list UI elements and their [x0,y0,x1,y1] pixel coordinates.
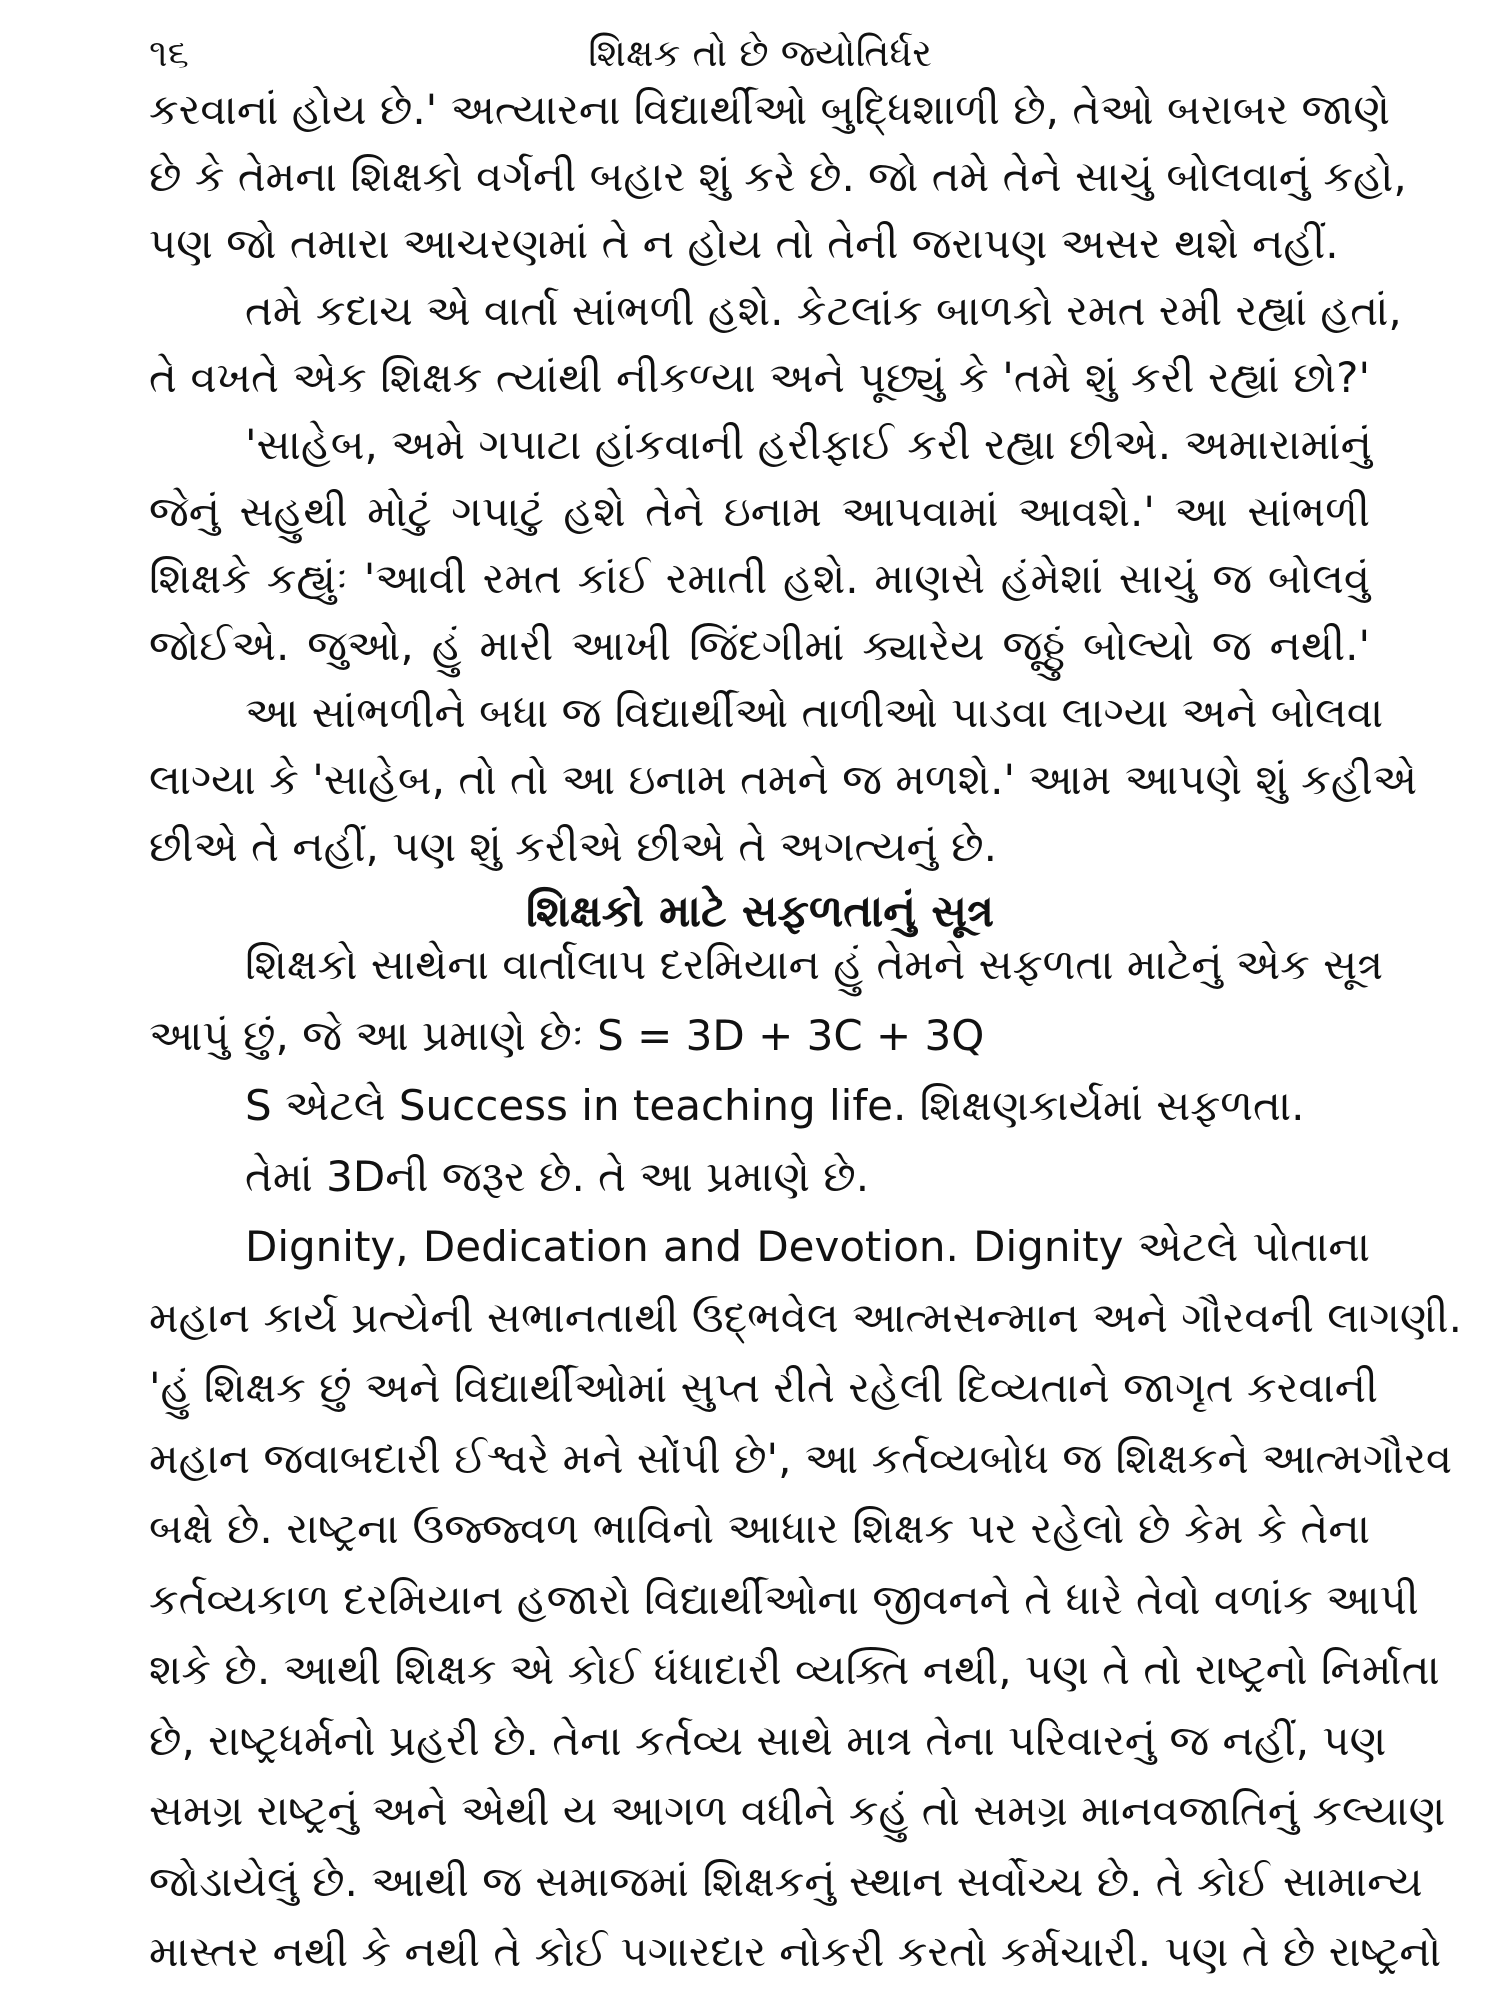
text-line: છીએ તે નહીં, પણ શું કરીએ છીએ તે અગત્યનું છે. [149,822,997,871]
text-line: સમગ્ર રાષ્ટ્રનું અને એથી ય આગળ વધીને કહું તો સમગ્ર માનવજાતિનું કલ્યાણ [149,1786,1446,1835]
text-line: તમે કદાચ એ વાર્તા સાંભળી હશે. કેટલાંક બાળકો રમત રમી રહ્યાં હતાં, [245,286,1402,335]
text-line: છે કે તેમના શિક્ષકો વર્ગની બહાર શું કરે છે. જો તમે તેને સાચું બોલવાનું કહો, [149,152,1407,201]
text-line: પણ જો તમારા આચરણમાં તે ન હોય તો તેની જરાપણ અસર થશે નહીં. [149,219,1339,268]
text-line: બક્ષે છે. રાષ્ટ્રના ઉજ્જ્વળ ભાવિનો આધાર શિક્ષક પર રહેલો છે કેમ કે તેના [149,1504,1370,1553]
page-number: ૧૬ [149,31,189,75]
text-line: શકે છે. આથી શિક્ષક એ કોઈ ધંધાદારી વ્યક્તિ નથી, પણ તે તો રાષ્ટ્રનો નિર્માતા [149,1645,1440,1694]
text-line: આ સાંભળીને બધા જ વિદ્યાર્થીઓ તાળીઓ પાડવા લાગ્યા અને બોલવા [245,688,1384,737]
text-line: આપું છું, જે આ પ્રમાણે છેઃ S = 3D + 3C + 3Q [149,1010,985,1060]
text-line: માસ્તર નથી કે નથી તે કોઈ પગારદાર નોકરી કરતો કર્મચારી. પણ તે છે રાષ્ટ્રનો [149,1927,1442,1976]
text-line: જોઈએ. જુઓ, હું મારી આખી જિંદગીમાં ક્યારેય જૂઠ્ઠું બોલ્યો જ નથી.' [149,621,1370,670]
text-line: 'હું શિક્ષક છું અને વિદ્યાર્થીઓમાં સુપ્ત રીતે રહેલી દિવ્યતાને જાગૃત કરવાની [149,1363,1379,1412]
text-line: 'સાહેબ, અમે ગપાટા હાંકવાની હરીફાઈ કરી રહ્યા છીએ. અમારામાંનું [245,420,1372,469]
text-line: S એટલે Success in teaching life. શિક્ષણકાર્યમાં સફળતા. [245,1081,1305,1130]
text-line: કરવાનાં હોય છે.' અત્યારના વિદ્યાર્થીઓ બુદ્ધિશાળી છે, તેઓ બરાબર જાણે [149,85,1391,134]
text-line: તે વખતે એક શિક્ષક ત્યાંથી નીકળ્યા અને પૂછ્યું કે 'તમે શું કરી રહ્યાં છો?' [149,353,1370,402]
running-title: શિક્ષક તો છે જ્યોતિર્ધર [588,31,932,75]
text-line: મહાન જવાબદારી ઈશ્વરે મને સોંપી છે', આ કર્તવ્યબોધ જ શિક્ષકને આત્મગૌરવ [149,1433,1453,1483]
section-heading: શિક્ષકો માટે સફળતાનું સૂત્ર [525,886,995,937]
text-line: શિક્ષકે કહ્યુંઃ 'આવી રમત કાંઈ રમાતી હશે. માણસે હંમેશાં સાચું જ બોલવું [149,554,1370,603]
text-line: શિક્ષકો સાથેના વાર્તાલાપ દરમિયાન હું તેમને સફળતા માટેનું એક સૂત્ર [245,940,1384,989]
text-line: લાગ્યા કે 'સાહેબ, તો તો આ ઇનામ તમને જ મળશે.' આમ આપણે શું કહીએ [149,755,1418,804]
text-line: તેમાં 3Dની જરૂર છે. તે આ પ્રમાણે છે. [245,1151,870,1201]
text-line: જેનું સહુથી મોટું ગપાટું હશે તેને ઇનામ આપવામાં આવશે.' આ સાંભળી [149,487,1370,536]
text-line: કર્તવ્યકાળ દરમિયાન હજારો વિદ્યાર્થીઓના જીવનને તે ધારે તેવો વળાંક આપી [149,1574,1419,1624]
text-line: Dignity, Dedication and Devotion. Dignity એટલે પોતાના [245,1222,1370,1271]
text-line: જોડાયેલું છે. આથી જ સમાજમાં શિક્ષકનું સ્થાન સર્વોચ્ચ છે. તે કોઈ સામાન્ય [149,1856,1423,1906]
text-line: છે, રાષ્ટ્રધર્મનો પ્રહરી છે. તેના કર્તવ્ય સાથે માત્ર તેના પરિવારનું જ નહીં, પણ [149,1715,1387,1765]
text-line: મહાન કાર્ય પ્રત્યેની સભાનતાથી ઉદ્ભવેલ આત્મસન્માન અને ગૌરવની લાગણી. [149,1292,1462,1342]
